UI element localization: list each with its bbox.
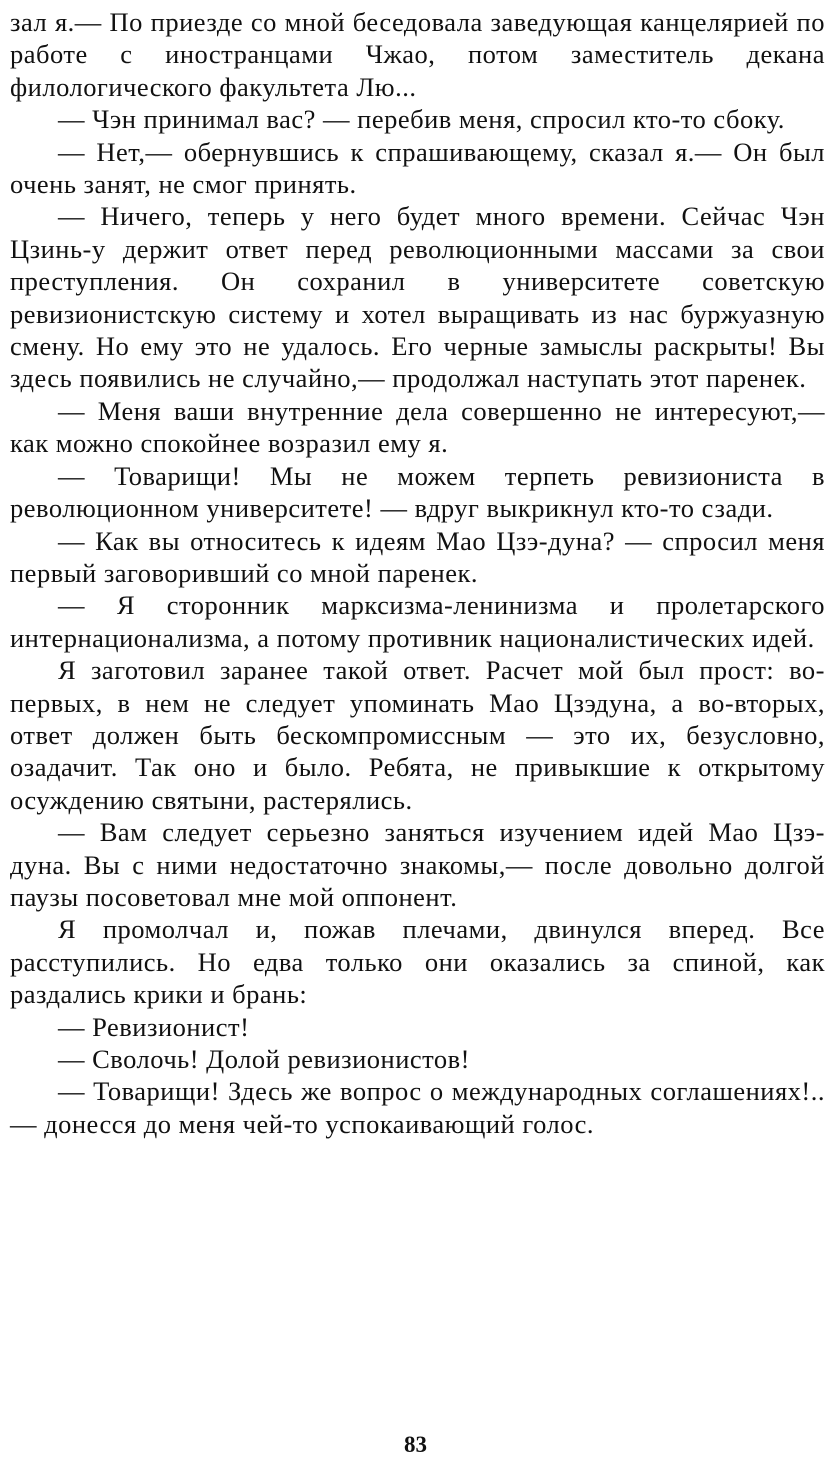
paragraph: — Ничего, теперь у него будет много времени. Сейчас Чэн Цзинь-у держит ответ перед революционными массами за свои преступления. Он сохранил в университете советскую ревизионистскую систему и хотел выращивать из нас буржуазную смену. Но ему это не удалось. Его черные замыслы раскрыты! Вы здесь появились не случайно,— продолжал наступать этот паренек.: [10, 201, 825, 394]
page-number: 83: [404, 1432, 427, 1457]
paragraph: — Меня ваши внутренние дела совершенно не интересуют,— как можно спокойнее возразил ему я.: [10, 395, 825, 459]
paragraph: — Как вы относитесь к идеям Мао Цзэ-дуна? — спросил меня первый заговоривший со мной паренек.: [10, 525, 825, 588]
paragraph: — Нет,— обернувшись к спрашивающему, сказал я.— Он был очень занят, не смог принять.: [10, 136, 825, 200]
paragraph: зал я.— По приезде со мной беседовала заведующая канцелярией по работе с иностранцами Чжао, потом заместитель декана филологического факультета Лю...: [10, 7, 825, 102]
paragraph: Я промолчал и, пожав плечами, двинулся вперед. Все расступились. Но едва только они оказались за спиной, как раздались крики и брань:: [10, 914, 825, 1010]
paragraph: — Вам следует серьезно заняться изучением идей Мао Цзэ-дуна. Вы с ними недостаточно знакомы,— после довольно долгой паузы посоветовал мне мой оппонент.: [10, 817, 825, 912]
paragraph: — Чэн принимал вас? — перебив меня, спросил кто-то сбоку.: [58, 104, 785, 135]
paragraph: Я заготовил заранее такой ответ. Расчет мой был прост: во-первых, в нем не следует упоминать Мао Цзэдуна, а во-вторых, ответ должен быть бескомпромиссным — это их, безусловно, озадачит. Так оно и было. Ребята, не привыкшие к открытому осуждению святыни, растерялись.: [10, 655, 825, 815]
paragraph: — Товарищи! Мы не можем терпеть ревизиониста в революционном университете! — вдруг выкрикнул кто-то сзади.: [10, 460, 825, 524]
paragraph: — Сволочь! Долой ревизионистов!: [58, 1044, 470, 1074]
paragraph: — Ревизионист!: [58, 1011, 250, 1042]
paragraph: — Товарищи! Здесь же вопрос о международных соглашениях!..— донесся до меня чей-то успокаивающий голос.: [10, 1076, 825, 1139]
paragraph: — Я сторонник марксизма-ленинизма и пролетарского интернационализма, а потому противник националистических идей.: [10, 590, 825, 653]
book-page-text: [10, 6, 825, 1140]
